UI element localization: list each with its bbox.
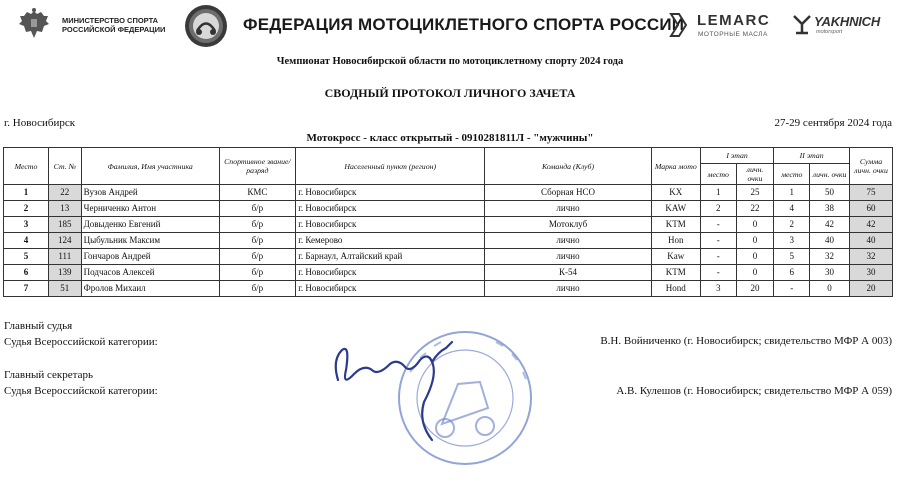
federation-title: ФЕДЕРАЦИЯ МОТОЦИКЛЕТНОГО СПОРТА РОССИИ xyxy=(243,15,685,34)
cell-city: г. Кемерово xyxy=(296,233,485,249)
lemarc-logo-subtitle: МОТОРНЫЕ МАСЛА xyxy=(698,31,768,38)
event-city: г. Новосибирск xyxy=(4,117,76,129)
chief-judge-name: В.Н. Войниченко (г. Новосибирск; свидетельство МФР А 003) xyxy=(600,335,892,347)
cell-team: Сборная НСО xyxy=(485,185,652,201)
col-header-stage2-points: личн. очки xyxy=(810,164,850,185)
cell-team: Мотоклуб xyxy=(485,217,652,233)
col-header-rank: Спортивное звание/разряд xyxy=(219,148,296,185)
col-header-stage1: I этап xyxy=(700,148,774,164)
cell-sum: 20 xyxy=(849,281,892,297)
table-row xyxy=(4,249,893,265)
cell-rank: КМС xyxy=(219,185,296,201)
col-header-stage1-points: личн. очки xyxy=(736,164,774,185)
cell-name: Гончаров Андрей xyxy=(81,249,219,265)
cell-place: 5 xyxy=(4,249,49,265)
cell-moto: Kaw xyxy=(651,249,700,265)
cell-name: Подчасов Алексей xyxy=(81,265,219,281)
cell-moto: Hon xyxy=(651,233,700,249)
cell-stage2-points: 50 xyxy=(810,185,850,201)
cell-stage1-points: 20 xyxy=(736,281,774,297)
lemarc-logo-text: LEMARC xyxy=(697,12,771,29)
cell-start-number: 22 xyxy=(48,185,81,201)
cell-team: лично xyxy=(485,281,652,297)
cell-name: Вузов Андрей xyxy=(81,185,219,201)
cell-rank: б/р xyxy=(219,249,296,265)
cell-stage2-place: 3 xyxy=(774,233,810,249)
cell-stage2-place: 4 xyxy=(774,201,810,217)
cell-stage1-points: 0 xyxy=(736,217,774,233)
cell-sum: 32 xyxy=(849,249,892,265)
results-table xyxy=(3,147,893,297)
cell-city: г. Барнаул, Алтайский край xyxy=(296,249,485,265)
cell-team: лично xyxy=(485,249,652,265)
cell-stage2-points: 38 xyxy=(810,201,850,217)
cell-rank: б/р xyxy=(219,233,296,249)
cell-city: г. Новосибирск xyxy=(296,201,485,217)
cell-city: г. Новосибирск xyxy=(296,217,485,233)
cell-stage2-place: 1 xyxy=(774,185,810,201)
cell-moto: Hond xyxy=(651,281,700,297)
cell-team: лично xyxy=(485,201,652,217)
col-header-start-number: Ст. № xyxy=(48,148,81,185)
cell-rank: б/р xyxy=(219,265,296,281)
cell-stage1-points: 0 xyxy=(736,249,774,265)
cell-stage1-points: 25 xyxy=(736,185,774,201)
table-row xyxy=(4,217,893,233)
col-header-place: Место xyxy=(4,148,49,185)
cell-sum: 60 xyxy=(849,201,892,217)
col-header-stage1-place: место xyxy=(700,164,736,185)
cell-name: Цыбульник Максим xyxy=(81,233,219,249)
cell-name: Фролов Михаил xyxy=(81,281,219,297)
cell-start-number: 51 xyxy=(48,281,81,297)
cell-stage2-points: 0 xyxy=(810,281,850,297)
championship-title: Чемпионат Новосибирской области по мотоциклетному спорту 2024 года xyxy=(276,56,624,67)
cell-start-number: 139 xyxy=(48,265,81,281)
cell-place: 2 xyxy=(4,201,49,217)
table-row xyxy=(4,233,893,249)
cell-start-number: 111 xyxy=(48,249,81,265)
header-logos xyxy=(0,0,900,52)
mfr-emblem-icon xyxy=(184,4,228,48)
cell-place: 4 xyxy=(4,233,49,249)
col-header-name: Фамилия, Имя участника xyxy=(81,148,219,185)
ministry-name: МИНИСТЕРСТВО СПОРТА РОССИЙСКОЙ ФЕДЕРАЦИИ xyxy=(62,16,166,34)
cell-rank: б/р xyxy=(219,281,296,297)
cell-stage2-place: 5 xyxy=(774,249,810,265)
cell-start-number: 124 xyxy=(48,233,81,249)
cell-city: г. Новосибирск xyxy=(296,185,485,201)
cell-moto: KAW xyxy=(651,201,700,217)
cell-sum: 75 xyxy=(849,185,892,201)
table-row xyxy=(4,281,893,297)
cell-stage2-points: 30 xyxy=(810,265,850,281)
cell-place: 3 xyxy=(4,217,49,233)
table-row xyxy=(4,185,893,201)
ministry-eagle-emblem-icon xyxy=(14,5,54,45)
cell-stage1-points: 0 xyxy=(736,233,774,249)
cell-stage2-place: 2 xyxy=(774,217,810,233)
cell-team: лично xyxy=(485,233,652,249)
yakhnich-logo-text: YAKHNICH xyxy=(814,14,881,29)
cell-moto: KTM xyxy=(651,265,700,281)
col-header-city: Населенный пункт (регион) xyxy=(296,148,485,185)
table-row xyxy=(4,201,893,217)
cell-sum: 40 xyxy=(849,233,892,249)
event-dates: 27-29 сентября 2024 года xyxy=(774,117,892,129)
cell-stage1-points: 0 xyxy=(736,265,774,281)
cell-stage1-place: 1 xyxy=(700,185,736,201)
protocol-title: СВОДНЫЙ ПРОТОКОЛ ЛИЧНОГО ЗАЧЕТА xyxy=(324,86,576,100)
col-header-sum: Сумма личн. очки xyxy=(849,148,892,185)
signature-and-stamp-icon xyxy=(320,312,550,484)
cell-city: г. Новосибирск xyxy=(296,265,485,281)
cell-rank: б/р xyxy=(219,217,296,233)
cell-stage1-place: 3 xyxy=(700,281,736,297)
cell-team: К-54 xyxy=(485,265,652,281)
cell-stage1-place: 2 xyxy=(700,201,736,217)
cell-stage2-points: 32 xyxy=(810,249,850,265)
cell-stage2-points: 40 xyxy=(810,233,850,249)
cell-stage2-place: - xyxy=(774,281,810,297)
cell-name: Довыденко Евгений xyxy=(81,217,219,233)
class-title: Мотокросс - класс открытый - 0910281811Л - "мужчины" xyxy=(306,132,594,144)
chief-secretary-name: А.В. Кулешов (г. Новосибирск; свидетельство МФР А 059) xyxy=(616,385,892,397)
cell-start-number: 185 xyxy=(48,217,81,233)
cell-stage1-points: 22 xyxy=(736,201,774,217)
chief-secretary-role: Главный секретарь Судья Всероссийской категории: xyxy=(4,369,158,397)
cell-name: Черниченко Антон xyxy=(81,201,219,217)
cell-rank: б/р xyxy=(219,201,296,217)
yakhnich-logo-subtitle: motorsport xyxy=(816,29,843,35)
cell-sum: 30 xyxy=(849,265,892,281)
cell-stage1-place: - xyxy=(700,249,736,265)
cell-place: 6 xyxy=(4,265,49,281)
signature-icon xyxy=(336,342,452,440)
cell-stage2-points: 42 xyxy=(810,217,850,233)
cell-place: 1 xyxy=(4,185,49,201)
cell-moto: KTM xyxy=(651,217,700,233)
col-header-stage2-place: место xyxy=(774,164,810,185)
cell-stage2-place: 6 xyxy=(774,265,810,281)
col-header-moto: Марка мото xyxy=(651,148,700,185)
cell-sum: 42 xyxy=(849,217,892,233)
lemarc-logo-icon xyxy=(668,12,688,38)
col-header-stage2: II этап xyxy=(774,148,850,164)
cell-place: 7 xyxy=(4,281,49,297)
col-header-team: Команда (Клуб) xyxy=(485,148,652,185)
yakhnich-logo-icon xyxy=(792,13,812,35)
cell-stage1-place: - xyxy=(700,233,736,249)
cell-stage1-place: - xyxy=(700,217,736,233)
official-stamp-icon xyxy=(399,332,531,464)
cell-start-number: 13 xyxy=(48,201,81,217)
cell-city: г. Новосибирск xyxy=(296,281,485,297)
table-row xyxy=(4,265,893,281)
chief-judge-role: Главный судья Судья Всероссийской категории: xyxy=(4,320,158,348)
cell-moto: KX xyxy=(651,185,700,201)
cell-stage1-place: - xyxy=(700,265,736,281)
